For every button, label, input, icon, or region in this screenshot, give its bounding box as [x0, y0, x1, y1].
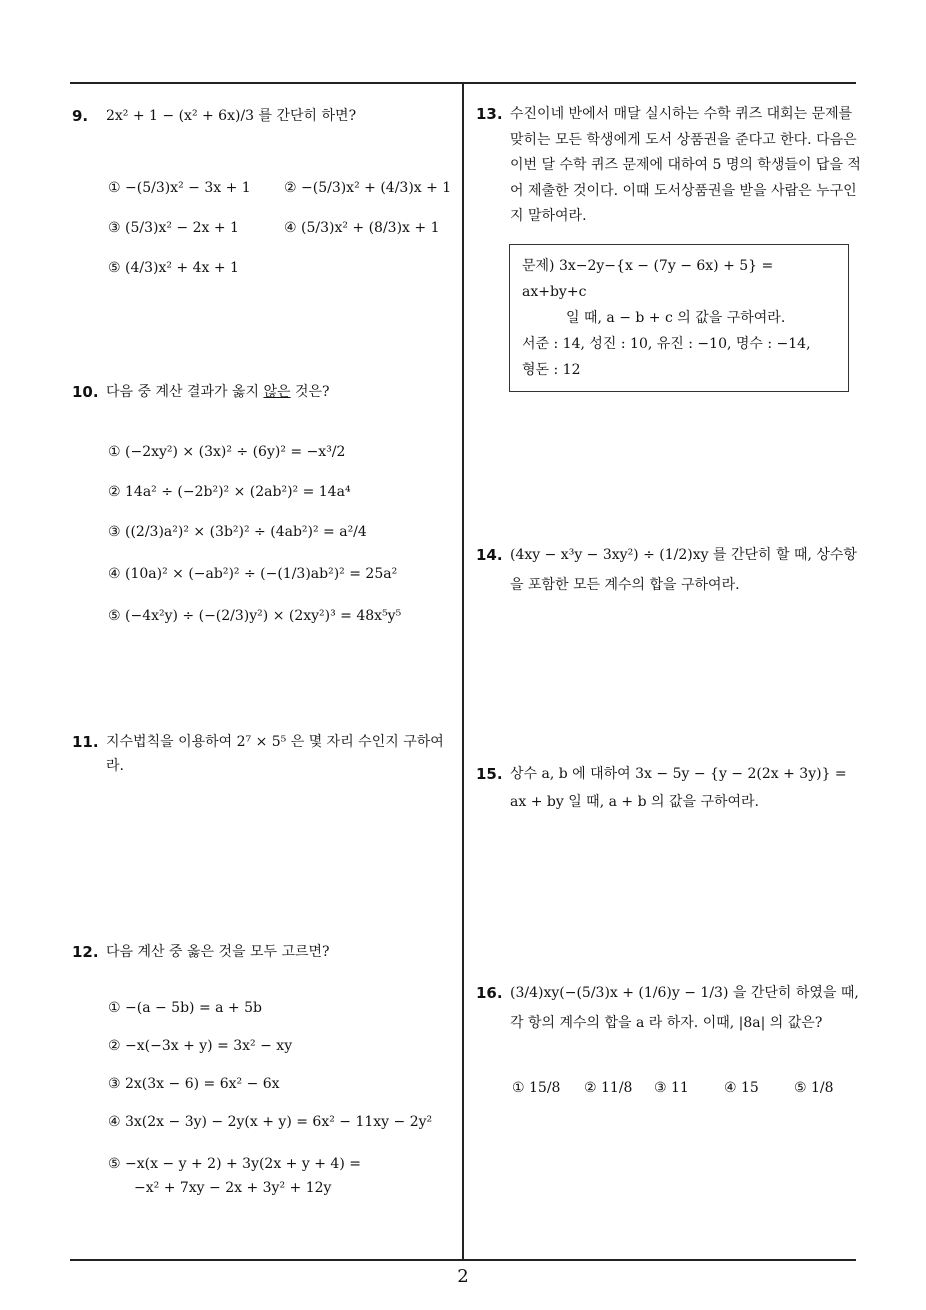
option-1[interactable]: ① 15/8 — [512, 1080, 561, 1096]
question-text: 상수 a, b 에 대하여 3x − 5y − {y − 2(2x + 3y)} = ax + by 일 때, a + b 의 값을 구하여라. — [510, 766, 847, 810]
box-line: 일 때, a − b + c 의 값을 구하여라. — [566, 310, 786, 326]
question-text: 다음 중 계산 결과가 옳지 않은 것은? — [106, 384, 330, 400]
option-5-continued: −x² + 7xy − 2x + 3y² + 12y — [134, 1180, 332, 1196]
question-number: 13. — [476, 105, 503, 123]
question-text: 지수법칙을 이용하여 2⁷ × 5⁵ 은 몇 자리 수인지 구하여라. — [106, 734, 444, 774]
option-1[interactable]: ① (−2xy²) × (3x)² ÷ (6y)² = −x³/2 — [108, 444, 346, 460]
problem-box — [509, 244, 849, 392]
option-1[interactable]: ① −(5/3)x² − 3x + 1 — [108, 180, 251, 196]
question-9 — [72, 104, 452, 128]
option-5[interactable]: ⑤ 1/8 — [794, 1080, 834, 1096]
bottom-rule — [70, 1259, 856, 1261]
question-12 — [72, 940, 452, 964]
question-11 — [72, 730, 456, 778]
question-10 — [72, 380, 452, 404]
option-4[interactable]: ④ (5/3)x² + (8/3)x + 1 — [284, 220, 440, 236]
question-text: (4xy − x³y − 3xy²) ÷ (1/2)xy 를 간단히 할 때, 상수항을 포함한 모든 계수의 합을 구하여라. — [510, 547, 857, 593]
option-4[interactable]: ④ 15 — [724, 1080, 759, 1096]
question-number: 10. — [72, 383, 99, 401]
option-3[interactable]: ③ 2x(3x − 6) = 6x² − 6x — [108, 1076, 280, 1092]
option-4[interactable]: ④ (10a)² × (−ab²)² ÷ (−(1/3)ab²)² = 25a² — [108, 566, 398, 582]
question-14 — [476, 540, 862, 600]
question-number: 14. — [476, 546, 503, 564]
option-3[interactable]: ③ ((2/3)a²)² × (3b²)² ÷ (4ab²)² = a²/4 — [108, 524, 367, 540]
option-5[interactable]: ⑤ (4/3)x² + 4x + 1 — [108, 260, 239, 276]
option-2[interactable]: ② −(5/3)x² + (4/3)x + 1 — [284, 180, 452, 196]
box-line: 문제) 3x−2y−{x − (7y − 6x) + 5} = ax+by+c — [522, 258, 774, 300]
box-line: 형돈 : 12 — [522, 362, 581, 378]
question-number: 11. — [72, 733, 99, 751]
question-number: 16. — [476, 984, 503, 1002]
option-5[interactable]: ⑤ −x(x − y + 2) + 3y(2x + y + 4) = — [108, 1156, 361, 1172]
question-number: 15. — [476, 765, 503, 783]
option-5[interactable]: ⑤ (−4x²y) ÷ (−(2/3)y²) × (2xy²)³ = 48x⁵y⁵ — [108, 608, 402, 624]
question-number: 9. — [72, 107, 89, 125]
question-text: 2x² + 1 − (x² + 6x)/3 를 간단히 하면? — [106, 108, 357, 124]
question-number: 12. — [72, 943, 99, 961]
option-2[interactable]: ② −x(−3x + y) = 3x² − xy — [108, 1038, 293, 1054]
question-text: (3/4)xy(−(5/3)x + (1/6)y − 1/3) 을 간단히 하였을 때, 각 항의 계수의 합을 a 라 하자. 이때, |8a| 의 값은? — [510, 985, 859, 1031]
question-13 — [476, 102, 862, 230]
box-line: 서준 : 14, 성진 : 10, 유진 : −10, 명수 : −14, — [522, 336, 811, 352]
column-divider — [462, 82, 464, 1260]
question-text: 수진이네 반에서 매달 실시하는 수학 퀴즈 대회는 문제를 맞히는 모든 학생에게 도서 상품권을 준다고 한다. 다음은 이번 달 수학 퀴즈 문제에 대하여 5 명의 학생들이 답을 적어 제출한 것이다. 이때 도서상품권을 받을 사람은 누구인지 말하여라. — [510, 106, 861, 224]
option-4[interactable]: ④ 3x(2x − 3y) − 2y(x + y) = 6x² − 11xy − 2y² — [108, 1114, 433, 1130]
page-number: 2 — [457, 1266, 469, 1287]
option-3[interactable]: ③ 11 — [654, 1080, 689, 1096]
question-15 — [476, 760, 862, 816]
question-16 — [476, 978, 862, 1038]
option-3[interactable]: ③ (5/3)x² − 2x + 1 — [108, 220, 239, 236]
option-1[interactable]: ① −(a − 5b) = a + 5b — [108, 1000, 262, 1016]
option-2[interactable]: ② 14a² ÷ (−2b²)² × (2ab²)² = 14a⁴ — [108, 484, 351, 500]
option-2[interactable]: ② 11/8 — [584, 1080, 633, 1096]
question-text: 다음 계산 중 옳은 것을 모두 고르면? — [106, 944, 330, 960]
